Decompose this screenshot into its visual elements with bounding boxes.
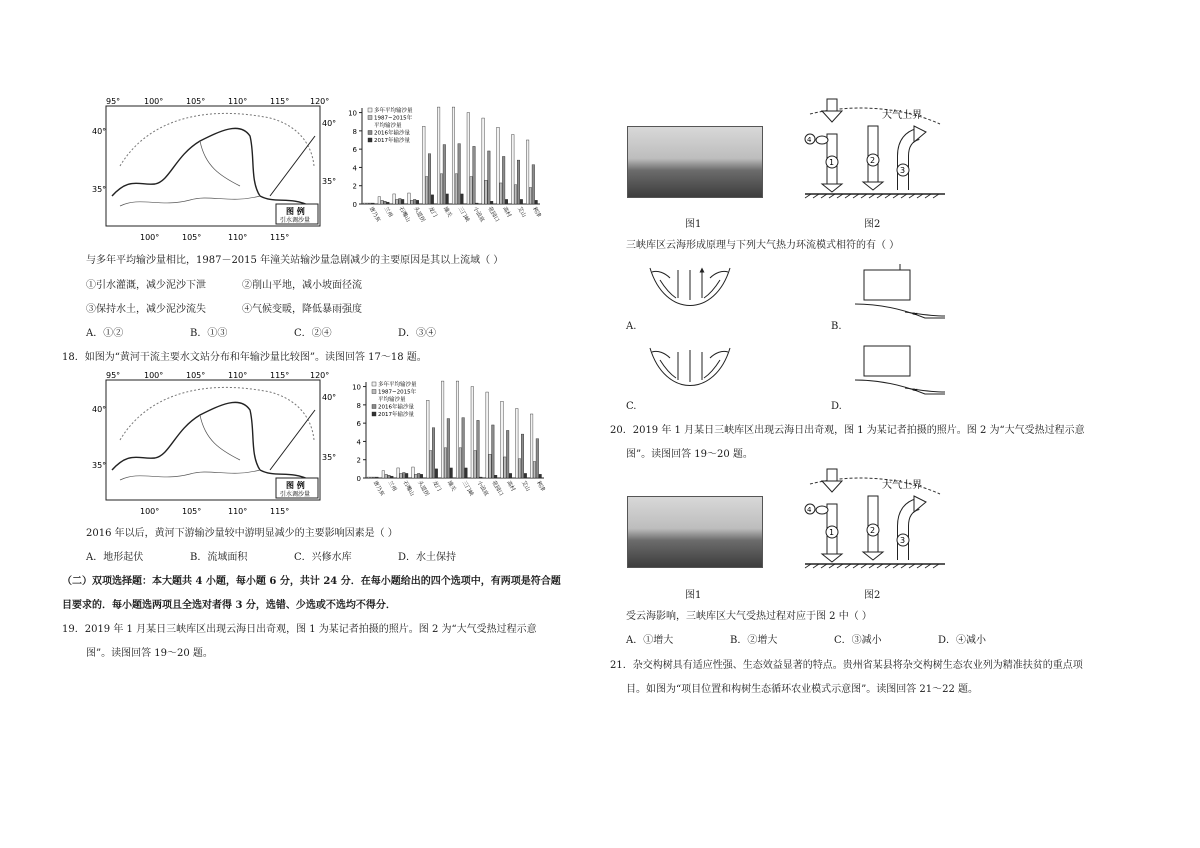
bar-1 [397,468,400,478]
legend-label: 平均输沙量 [378,397,406,403]
bar-2 [485,180,488,204]
q18-choice-d[interactable]: D．水土保持 [398,552,457,563]
y-tick-label: 8 [356,401,361,410]
bar-3 [506,430,509,478]
q21-stem: 21．杂交构树具有适应性强、生态效益显著的特点。贵州省某县将杂交构树生态农业列为精准扶贫的重点项 [610,660,1083,671]
bar-2 [425,177,428,204]
bar-2 [489,454,492,478]
bar-4 [420,474,423,478]
lon-label: 105° [182,233,202,242]
legend-label: 多年平均输沙量 [378,382,417,388]
lat-label: 35° [92,461,107,470]
legend-label: 2017年输沙量 [374,138,410,144]
bar-4 [465,468,468,478]
bar-3 [477,420,480,478]
legend-swatch [368,138,372,142]
x-tick-label: 潼关 [445,480,457,493]
legend-swatch [368,131,372,135]
q20-stem-cont: 图”。读图回答 19～20 题。 [626,449,753,460]
fig1-label-2: 图1 [685,590,702,601]
x-tick-label: 艾山 [516,206,527,219]
bar-1 [423,126,426,204]
bar-3 [532,165,535,204]
legend-label: 2016年输沙量 [378,404,414,411]
bar-3 [443,145,446,204]
bar-3 [536,439,539,478]
bar-4 [405,473,408,478]
lon-label: 95° [106,97,121,106]
cloud-sea-photo-1 [627,126,763,198]
bar-1 [467,113,470,204]
legend-swatch [372,382,376,386]
legend-label: 1987~2015年 [374,115,413,122]
bar-3 [388,475,391,478]
bar-4 [494,475,497,478]
bar-4 [387,202,390,204]
q18-choice-c[interactable]: C．兴修水库 [294,552,352,563]
bar-4 [431,195,434,204]
legend-title: 图 例 [286,481,305,490]
q17-option-2: ②削山平地，减小坡面径流 [242,280,362,291]
q19-stem: 19．2019 年 1 月某日三峡库区出现云海日出奇观，图 1 为某记者拍摄的照片。图 2 为“大气受热过程示意 [62,624,537,635]
svg-text:2: 2 [870,526,876,535]
bar-2 [400,473,403,478]
x-tick-label: 唐乃亥 [371,480,386,498]
q19-stem-cont: 图”。读图回答 19～20 题。 [86,648,213,659]
svg-text:2: 2 [870,156,876,165]
bar-1 [530,414,533,478]
circulation-stem: 三峡库区云海形成原理与下列大气热力环流模式相符的有（ ） [626,240,900,251]
bar-1 [367,477,370,478]
q18-choice-a[interactable]: A．地形起伏 [86,552,144,563]
x-tick-label: 石嘴山 [401,480,415,498]
x-tick-label: 潼关 [441,206,453,219]
x-tick-label: 三门峡 [460,480,475,498]
yellow-river-figure-1 [92,96,560,246]
bar-1 [412,467,415,478]
lon-label: 105° [182,507,202,516]
bar-1 [441,381,444,478]
q20-choice-c[interactable]: C．③减小 [834,635,882,646]
bar-4 [524,473,527,478]
lon-label: 105° [186,97,206,106]
bar-4 [490,201,493,204]
bar-4 [535,200,538,204]
bar-2 [415,474,418,478]
bar-4 [416,200,419,204]
bar-1 [452,107,455,204]
bar-2 [381,200,384,204]
y-tick-label: 4 [352,164,357,173]
q17-stem: 与多年平均输沙量相比，1987－2015 年潼关站输沙量急剧减少的主要原因是其以上流域（ ） [86,255,504,266]
fig1-label: 图1 [685,219,702,230]
legend-swatch [372,390,376,394]
lon-label: 95° [106,371,121,380]
bar-2 [455,174,458,204]
bar-3 [447,419,450,478]
q21-stem-cont: 目。如图为“项目位置和构树生态循环农业模式示意图”。读图回答 21～22 题。 [626,684,979,695]
bar-1 [471,387,474,478]
sea-land-circulation-d [850,338,950,408]
y-tick-label: 8 [352,127,357,136]
x-tick-label: 唐乃亥 [367,206,382,224]
x-tick-label: 头道拐 [412,206,426,224]
legend-label: 1987~2015年 [378,389,417,396]
fig2-label: 图2 [864,219,881,230]
bar-2 [533,462,536,478]
bar-4 [461,194,464,204]
lat-label: 40° [322,393,337,402]
circ-option-a[interactable]: A. [626,321,637,332]
y-tick-label: 2 [356,456,361,465]
atmosphere-heating-diagram-1 [800,94,950,204]
bar-1 [427,400,430,478]
bar-4 [435,469,438,478]
y-tick-label: 10 [352,383,361,392]
bar-2 [444,448,447,478]
bar-1 [497,127,500,204]
bar-1 [526,140,529,204]
atm-label: 大气上界 [882,480,922,491]
lon-label: 115° [270,371,290,380]
q18-sub: 2016 年以后，黄河下游输沙量较中游明显减少的主要影响因素是（ ） [86,528,398,539]
lon-label: 110° [228,507,248,516]
x-tick-label: 花园口 [490,480,504,498]
x-tick-label: 兰州 [386,480,398,493]
bar-1 [408,193,411,204]
lon-label: 105° [186,371,206,380]
y-tick-label: 2 [352,182,357,191]
lon-label: 120° [310,97,330,106]
bar-3 [417,473,420,478]
x-tick-label: 头道拐 [416,480,430,498]
x-tick-label: 利津 [534,480,546,493]
y-tick-label: 10 [348,109,357,118]
legend-label: 2016年输沙量 [374,130,410,137]
bar-1 [378,197,381,204]
bar-4 [539,474,542,478]
svg-text:4: 4 [807,506,812,514]
q17-option-1: ①引水灌溉，减少泥沙下泄 [86,280,206,291]
bar-3 [432,428,435,478]
legend-swatch [372,405,376,409]
legend-swatch [372,412,376,416]
lat-label: 35° [322,177,337,186]
bar-2 [504,457,507,478]
atmosphere-heating-diagram-2 [800,464,950,574]
x-tick-label: 小浪底 [471,206,485,224]
bar-2 [518,459,521,478]
lat-label: 40° [92,127,107,136]
bar-4 [520,199,523,204]
x-tick-label: 三门峡 [456,206,471,224]
svg-text:4: 4 [807,136,812,144]
fig2-label-2: 图2 [864,590,881,601]
x-tick-label: 石嘴山 [397,206,411,224]
lon-label: 100° [140,507,160,516]
bar-2 [500,183,503,204]
valley-circulation-a [640,258,740,328]
x-tick-label: 小浪底 [475,480,489,498]
yellow-river-map-2 [92,370,337,520]
bar-4 [509,473,512,478]
bar-3 [373,477,376,478]
bar-2 [366,203,369,204]
legend-swatch [368,116,372,120]
q17-option-4: ④气候变暖，降低暴雨强度 [242,304,362,315]
bar-2 [514,185,517,204]
svg-text:≈: ≈ [912,386,918,394]
lat-label: 40° [92,405,107,414]
bar-2 [411,200,414,204]
q20-stem: 20．2019 年 1 月某日三峡库区出现云海日出奇观，图 1 为某记者拍摄的照片。图 2 为“大气受热过程示意 [610,425,1085,436]
q18-stem: 18．如图为“黄河干流主要水文站分布和年输沙量比较图”。读图回答 17～18 题。 [62,352,427,363]
bar-2 [385,474,388,478]
y-tick-label: 0 [356,475,361,483]
bar-2 [429,451,432,478]
bar-3 [502,156,505,204]
bar-1 [501,401,504,478]
x-tick-label: 龙门 [427,206,438,219]
bar-2 [370,477,373,478]
sediment-chart-1 [344,96,544,246]
svg-text:1: 1 [829,158,835,167]
y-tick-label: 4 [356,438,361,447]
legend-swatch [368,108,372,112]
atm-label: 大气上界 [882,110,922,121]
x-tick-label: 艾山 [520,480,531,493]
bar-2 [474,451,477,478]
q17-option-3: ③保持水土，减少泥沙流失 [86,304,206,315]
bar-4 [450,468,453,478]
bar-1 [437,107,440,204]
bar-4 [480,477,483,478]
valley-circulation-c [640,338,740,408]
bar-4 [372,203,375,204]
q17-choice-b[interactable]: B．①③ [190,328,228,339]
bar-1 [512,135,515,204]
y-tick-label: 6 [356,420,361,429]
lon-label: 100° [140,233,160,242]
x-tick-label: 利津 [530,206,542,219]
x-tick-label: 兰州 [382,206,394,219]
q17-choice-c[interactable]: C．②④ [294,328,332,339]
lon-label: 115° [270,233,290,242]
bar-3 [492,425,495,478]
bar-4 [401,199,404,204]
bar-2 [440,174,443,204]
bar-3 [399,199,402,204]
bar-1 [393,194,396,204]
sediment-chart-2 [348,370,548,520]
bar-1 [486,392,489,478]
lon-label: 115° [270,97,290,106]
svg-text:1: 1 [829,528,835,537]
bar-3 [403,473,406,478]
svg-text:3: 3 [900,166,906,175]
yellow-river-map-1 [92,96,337,246]
legend-sub: 引水调沙量 [280,491,311,498]
cloud-sea-photo-2 [627,496,763,568]
bar-1 [456,381,459,478]
bar-1 [382,471,385,478]
legend-label: 平均输沙量 [374,123,402,129]
bar-2 [459,448,462,478]
bar-4 [505,199,508,204]
y-tick-label: 0 [352,201,357,209]
sea-land-circulation-b [850,262,950,332]
q17-choice-d[interactable]: D．③④ [398,328,437,339]
q20-choice-a[interactable]: A．①增大 [626,635,674,646]
lat-label: 35° [92,185,107,194]
circ-option-d[interactable]: D. [831,401,842,412]
x-tick-label: 花园口 [486,206,500,224]
q20-sub: 受云海影响，三峡库区大气受热过程对应于图 2 中（ ） [626,611,872,622]
bar-3 [428,154,431,204]
lat-label: 40° [322,119,337,128]
q20-choice-b[interactable]: B．②增大 [730,635,778,646]
lon-label: 100° [144,97,164,106]
lon-label: 110° [228,371,248,380]
x-tick-label: 高村 [501,206,512,219]
bar-4 [446,194,449,204]
bar-3 [521,434,524,478]
legend-title: 图 例 [286,207,305,216]
bar-3 [369,203,372,204]
x-tick-label: 龙门 [431,480,442,493]
bar-4 [376,477,379,478]
bar-2 [470,177,473,204]
lon-label: 110° [228,233,248,242]
circ-option-b[interactable]: B. [831,321,842,332]
q17-choice-a[interactable]: A．①② [86,328,124,339]
bar-3 [517,160,520,204]
lon-label: 100° [144,371,164,380]
section-2-heading: （二）双项选择题：本大题共 4 小题，每小题 6 分，共计 24 分．在每小题给出的四个选项中，有两项是符合题 [62,576,561,587]
legend-label: 多年平均输沙量 [374,108,413,114]
bar-4 [391,476,394,478]
bar-3 [458,144,461,204]
bar-3 [413,199,416,204]
bar-4 [476,203,479,204]
q18-choice-b[interactable]: B．流域面积 [190,552,248,563]
section-2-heading-cont: 目要求的．每小题选两项且全选对者得 3 分，选错、少选或不选均不得分． [62,600,396,611]
svg-text:3: 3 [900,536,906,545]
bar-3 [384,201,387,204]
circ-option-c[interactable]: C. [626,401,637,412]
bar-3 [473,146,476,204]
lat-label: 35° [322,453,337,462]
lon-label: 110° [228,97,248,106]
x-tick-label: 高村 [505,480,516,493]
y-tick-label: 6 [352,146,357,155]
bar-1 [516,409,519,478]
bar-1 [482,118,485,204]
bar-3 [462,418,465,478]
q20-choice-d[interactable]: D．④减小 [938,635,987,646]
legend-label: 2017年输沙量 [378,412,414,418]
legend-sub: 引水调沙量 [280,217,311,224]
bar-3 [488,151,491,204]
svg-text:≈: ≈ [912,310,918,318]
bar-1 [363,203,366,204]
yellow-river-figure-2 [92,370,560,520]
bar-2 [529,188,532,204]
lon-label: 115° [270,507,290,516]
lon-label: 120° [310,371,330,380]
bar-2 [396,199,399,204]
